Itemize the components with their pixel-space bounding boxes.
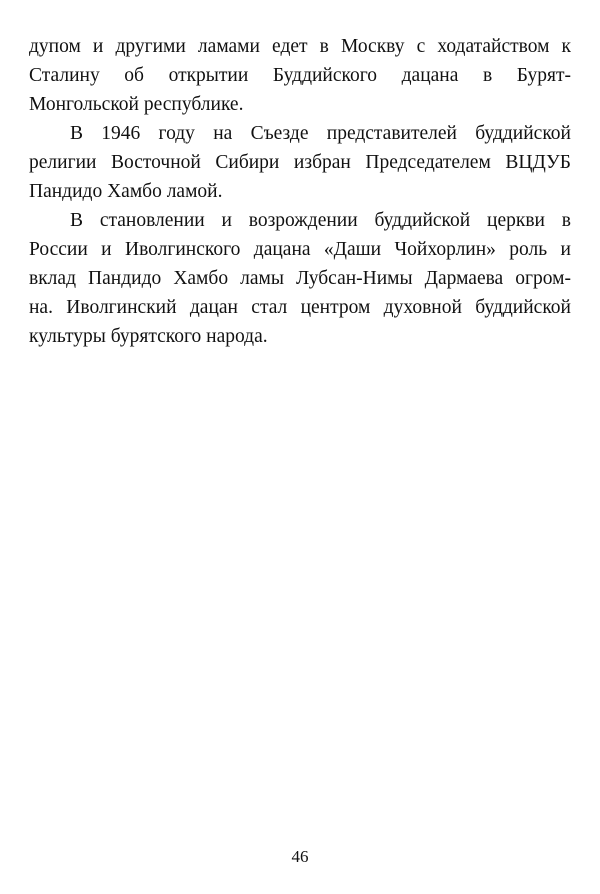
paragraph-line: Сталину об открытии Буддийского дацана в Бурят- (29, 65, 571, 86)
paragraph-2 (29, 119, 571, 206)
paragraph-1 (29, 32, 571, 119)
paragraph-line: России и Иволгинского дацана «Даши Чойхорлин» роль и (29, 239, 571, 260)
paragraph-line: В становлении и возрождении буддийской церкви в (70, 210, 571, 231)
paragraph-line: В 1946 году на Съезде представителей буддийской (70, 123, 571, 144)
paragraph-line: Монгольской республике. (29, 94, 244, 115)
paragraph-line: религии Восточной Сибири избран Председателем ВЦДУБ (29, 152, 571, 173)
paragraph-line: дупом и другими ламами едет в Москву с ходатайством к (29, 36, 571, 57)
body-text (29, 32, 571, 351)
paragraph-line: культуры бурятского народа. (29, 326, 268, 347)
page-number: 46 (291, 847, 309, 866)
paragraph-line: Пандидо Хамбо ламой. (29, 181, 223, 202)
paragraph-3 (29, 206, 571, 351)
paragraph-line: вклад Пандидо Хамбо ламы Лубсан-Нимы Дармаева огром- (29, 268, 571, 289)
paragraph-line: на. Иволгинский дацан стал центром духовной буддийской (29, 297, 571, 318)
